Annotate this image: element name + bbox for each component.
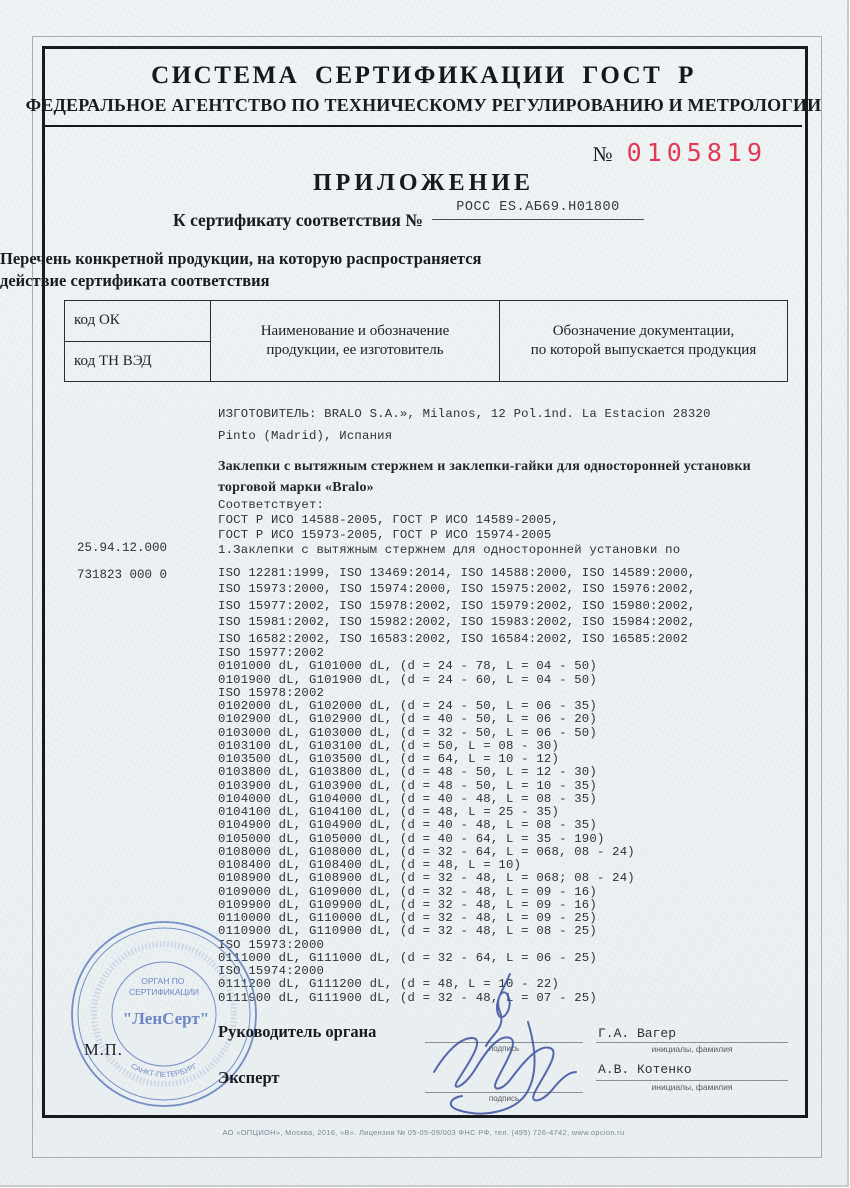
content-line: 0105000 dL, G105000 dL, (d = 40 - 64, L = 35 - 190) xyxy=(218,831,605,846)
expert-label: Эксперт xyxy=(218,1068,280,1087)
product-header-line2: продукции, ее изготовитель xyxy=(266,342,444,358)
content-line: 0103500 dL, G103500 dL, (d = 64, L = 10 - 12) xyxy=(218,752,560,767)
system-title: СИСТЕМА СЕРТИФИКАЦИИ ГОСТ Р xyxy=(151,62,696,89)
content-line: 0109900 dL, G109900 dL, (d = 32 - 48, L = 09 - 16) xyxy=(218,897,597,912)
content-line: 0108400 dL, G108400 dL, (d = 48, L = 10) xyxy=(218,858,522,873)
content-line: 0111000 dL, G111000 dL, (d = 32 - 64, L = 06 - 25) xyxy=(218,950,597,965)
content-line: ISO 15977:2002 xyxy=(218,646,325,661)
expert-name: А.В. Котенко xyxy=(598,1062,692,1077)
seal-place-label: М.П. xyxy=(84,1040,123,1059)
content-line: Pinto (Madrid), Испания xyxy=(218,429,393,443)
content-line: 0108000 dL, G108000 dL, (d = 32 - 64, L = 068, 08 - 24) xyxy=(218,844,635,859)
stamp-city: САНКТ-ПЕТЕРБУРГ xyxy=(129,1061,199,1080)
docs-header-line2: по которой выпускается продукция xyxy=(530,342,757,358)
column-codes xyxy=(65,301,211,381)
svg-text:"ЛенСерт" xyxy=(123,1009,209,1028)
subtitle-line2: действие сертификата соответствия xyxy=(0,271,270,290)
certificate-label: К сертификату соответствия № xyxy=(173,210,423,230)
handwritten-signatures xyxy=(398,968,628,1128)
svg-text:ОРГАН ПО СЕРТИФИКАЦИИ xyxy=(129,976,199,997)
content-line: 0104000 dL, G104000 dL, (d = 40 - 48, L = 08 - 35) xyxy=(218,791,597,806)
content-lines xyxy=(218,403,798,1005)
subtitle-line1: Перечень конкретной продукции, на которую распространяется xyxy=(0,249,482,268)
content-line: ГОСТ Р ИСО 14588-2005, ГОСТ Р ИСО 14589-2005, xyxy=(218,513,560,527)
product-header-line1: Наименование и обозначение xyxy=(260,323,450,339)
signature-caption-2: подпись xyxy=(488,1094,520,1103)
content-line: 0101900 dL, G101900 dL, (d = 24 - 60, L = 04 - 50) xyxy=(218,672,597,687)
code-tnved-header: код ТН ВЭД xyxy=(74,352,152,369)
content-line: Заклепки с вытяжным стержнем и заклепки-гайки для односторонней установки xyxy=(218,459,751,474)
content-line: 0108900 dL, G108900 dL, (d = 32 - 48, L = 068; 08 - 24) xyxy=(218,871,635,886)
number-value: 0105819 xyxy=(626,138,767,167)
content-line: 0102000 dL, G102000 dL, (d = 24 - 50, L = 06 - 35) xyxy=(218,699,597,714)
header-divider xyxy=(45,125,802,127)
content-line: ISO 12281:1999, ISO 13469:2014, ISO 14588:2000, ISO 14589:2000, xyxy=(218,566,696,580)
content-line: 0103100 dL, G103100 dL, (d = 50, L = 08 - 30) xyxy=(218,738,560,753)
head-of-body-label: Руководитель органа xyxy=(218,1022,377,1041)
content-line: 0103900 dL, G103900 dL, (d = 48 - 50, L = 10 - 35) xyxy=(218,778,597,793)
head-name: Г.А. Вагер xyxy=(598,1026,677,1041)
content-line: Соответствует: xyxy=(218,498,325,512)
document-number xyxy=(593,138,767,167)
column-product xyxy=(211,301,500,381)
agency-title: ФЕДЕРАЛЬНОЕ АГЕНТСТВО ПО ТЕХНИЧЕСКОМУ РЕГУЛИРОВАНИЮ И МЕТРОЛОГИИ xyxy=(25,95,822,115)
content-line: 0110000 dL, G110000 dL, (d = 32 - 48, L = 09 - 25) xyxy=(218,911,597,926)
content-line: ISO 15977:2002, ISO 15978:2002, ISO 15979:2002, ISO 15980:2002, xyxy=(218,598,696,613)
content-line: 0111900 dL, G111900 dL, (d = 32 - 48, L = 07 - 25) xyxy=(218,990,597,1005)
content-line: ГОСТ Р ИСО 15973-2005, ГОСТ Р ИСО 15974-2005 xyxy=(218,528,552,542)
code-tnved-value: 731823 000 0 xyxy=(77,568,168,582)
content-line: ИЗГОТОВИТЕЛЬ: BRALO S.A.», Milanos, 12 Pol.1nd. La Estacion 28320 xyxy=(218,407,711,421)
content-line: 0109000 dL, G109000 dL, (d = 32 - 48, L = 09 - 16) xyxy=(218,884,597,899)
content-line: ISO 15974:2000 xyxy=(218,964,325,979)
column-docs xyxy=(500,301,787,381)
stamp-text-certification: СЕРТИФИКАЦИИ xyxy=(128,987,200,997)
code-ok-header: код ОК xyxy=(65,301,210,342)
content-line: 0104100 dL, G104100 dL, (d = 48, L = 25 - 35) xyxy=(218,805,560,820)
signature-caption-1: подпись xyxy=(488,1044,520,1053)
content-line: ISO 15973:2000, ISO 15974:2000, ISO 15975:2002, ISO 15976:2002, xyxy=(218,582,696,597)
svg-text:САНКТ-ПЕТЕРБУРГ xyxy=(129,1061,198,1079)
name-caption-2: инициалы, фамилия xyxy=(651,1082,733,1092)
content-line: 0103800 dL, G103800 dL, (d = 48 - 50, L = 12 - 30) xyxy=(218,765,597,780)
content-line: ISO 15978:2002 xyxy=(218,685,325,700)
certificate-number-field: РОСС ES.АБ69.Н01800 xyxy=(432,200,644,220)
content-line: ISO 15973:2000 xyxy=(218,937,325,952)
content-line: 0110900 dL, G110900 dL, (d = 32 - 48, L = 08 - 25) xyxy=(218,924,597,939)
content-line: торговой марки «Bralo» xyxy=(218,480,374,495)
code-ok-value: 25.94.12.000 xyxy=(77,541,168,555)
products-table-header xyxy=(64,300,788,382)
number-sign: № xyxy=(592,142,613,166)
content-line: ISO 15981:2002, ISO 15982:2002, ISO 15983:2002, ISO 15984:2002, xyxy=(218,615,696,630)
page-title: ПРИЛОЖЕНИЕ xyxy=(312,170,535,196)
content-line: ISO 16582:2002, ISO 16583:2002, ISO 16584:2002, ISO 16585:2002 xyxy=(218,631,688,646)
name-caption-1: инициалы, фамилия xyxy=(651,1044,733,1054)
print-house-footer: АО «ОПЦИОН», Москва, 2016, «В». Лицензия № 05-05-09/003 ФНС РФ, тел. (495) 726-4742, www.opcion.ru xyxy=(222,1128,625,1137)
content-line: 0101000 dL, G101000 dL, (d = 24 - 78, L = 04 - 50) xyxy=(218,659,597,674)
stamp-text-organ: ОРГАН ПО xyxy=(141,976,185,986)
stamp-center-name: "ЛенСерт" xyxy=(122,1009,210,1028)
docs-header-line1: Обозначение документации, xyxy=(552,323,735,339)
content-line: 1.Заклепки с вытяжным стержнем для односторонней установки по xyxy=(218,543,681,557)
content-line: 0102900 dL, G102900 dL, (d = 40 - 50, L = 06 - 20) xyxy=(218,712,597,727)
content-line: 0104900 dL, G104900 dL, (d = 40 - 48, L = 08 - 35) xyxy=(218,818,597,833)
content-line: 0103000 dL, G103000 dL, (d = 32 - 50, L = 06 - 50) xyxy=(218,725,597,740)
content-line: 0111200 dL, G111200 dL, (d = 48, L = 10 - 22) xyxy=(218,977,560,992)
